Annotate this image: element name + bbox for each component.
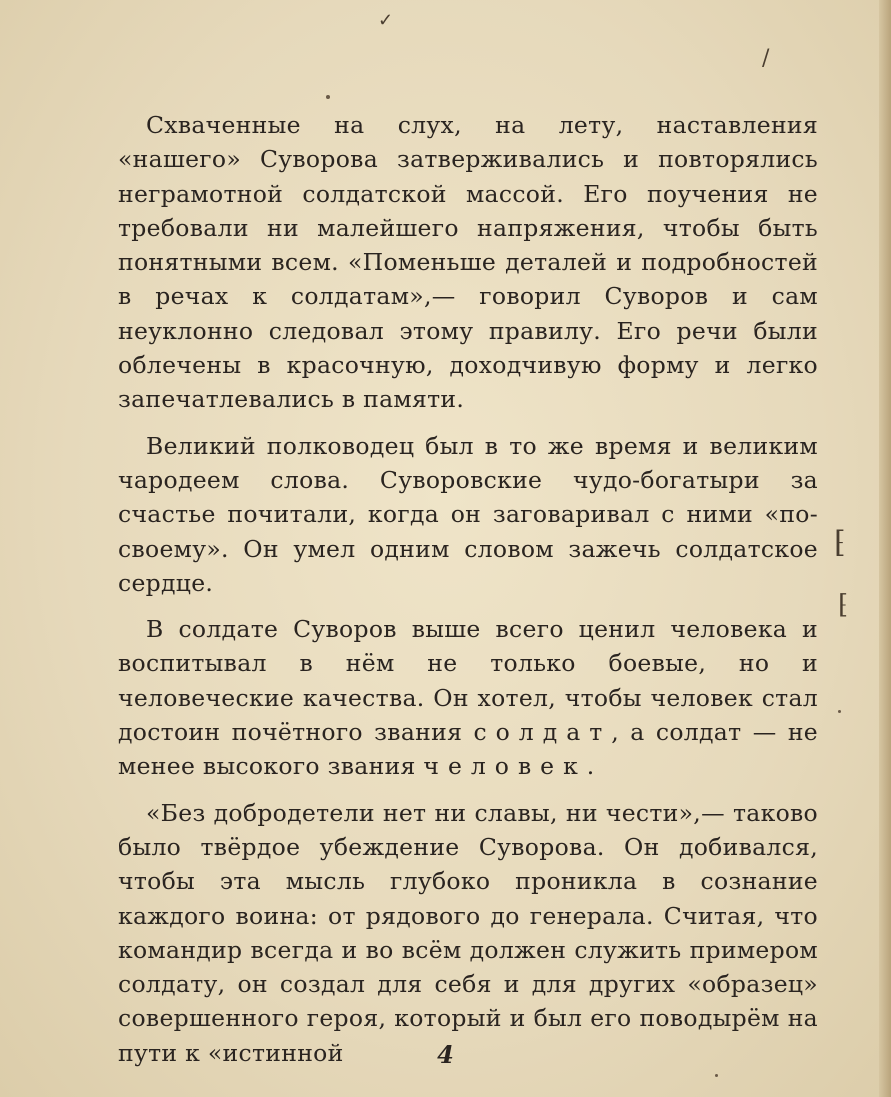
ink-mark-top: ✓ [378, 10, 394, 31]
paragraph [118, 429, 818, 600]
paragraph-text: В солдате Суворов выше всего ценил человека и воспитывал в нём не только боевые, но и человеческие качества. Он хотел, чтобы человек стал достоин почётного звания [118, 615, 818, 747]
paper-speck [838, 710, 841, 713]
paper-speck [326, 95, 330, 99]
paragraph-text: Схваченные на слух, на лету, наставления «нашего» Суворова затверживались и повторялись неграмотной солдатской массой. Его поучения не требовали ни малейшего напряжения, чтобы быть понятными всем. «Поменьше деталей и подробностей в речах к солдатам»,— говорил Суворов и сам неуклонно следовал этому правилу. Его речи были облечены в красочную, доходчивую форму и легко запечатлевались в памяти. [118, 111, 818, 414]
spaced-emphasis-text: человек [423, 752, 587, 781]
paragraph-text: «Без добродетели нет ни славы, ни чести»,— таково было твёрдое убеждение Суворова. Он добивался, чтобы эта мысль глубоко проникла в сознание каждого воина: от рядового до генерала. Считая, что командир всегда и во всём должен служить примером солдату, он создал для себя и для других «образец» совершенного героя, который и был его поводырём на пути к «истинной [118, 798, 818, 1067]
binding-mark: ⁅ [838, 590, 849, 620]
body-text [118, 108, 818, 1082]
pencil-mark-corner: / [762, 46, 770, 71]
paragraph [118, 796, 818, 1070]
spaced-emphasis-text: солдат [473, 718, 612, 747]
paragraph [118, 108, 818, 417]
paragraph-text: Великий полководец был в то же время и великим чародеем слова. Суворовские чудо-богатыри за счастье почитали, когда он заговаривал с ними «по-своему». Он умел одним словом зажечь солдатское сердце. [118, 431, 818, 597]
page-number: 4 [437, 1040, 454, 1069]
paragraph [118, 612, 818, 783]
binding-mark: ⁅ [834, 525, 846, 560]
paragraph-text: . [586, 752, 595, 781]
paragraph-text: , а солдат — не менее высокого звания [118, 718, 818, 781]
page-edge-shadow [879, 0, 891, 1097]
